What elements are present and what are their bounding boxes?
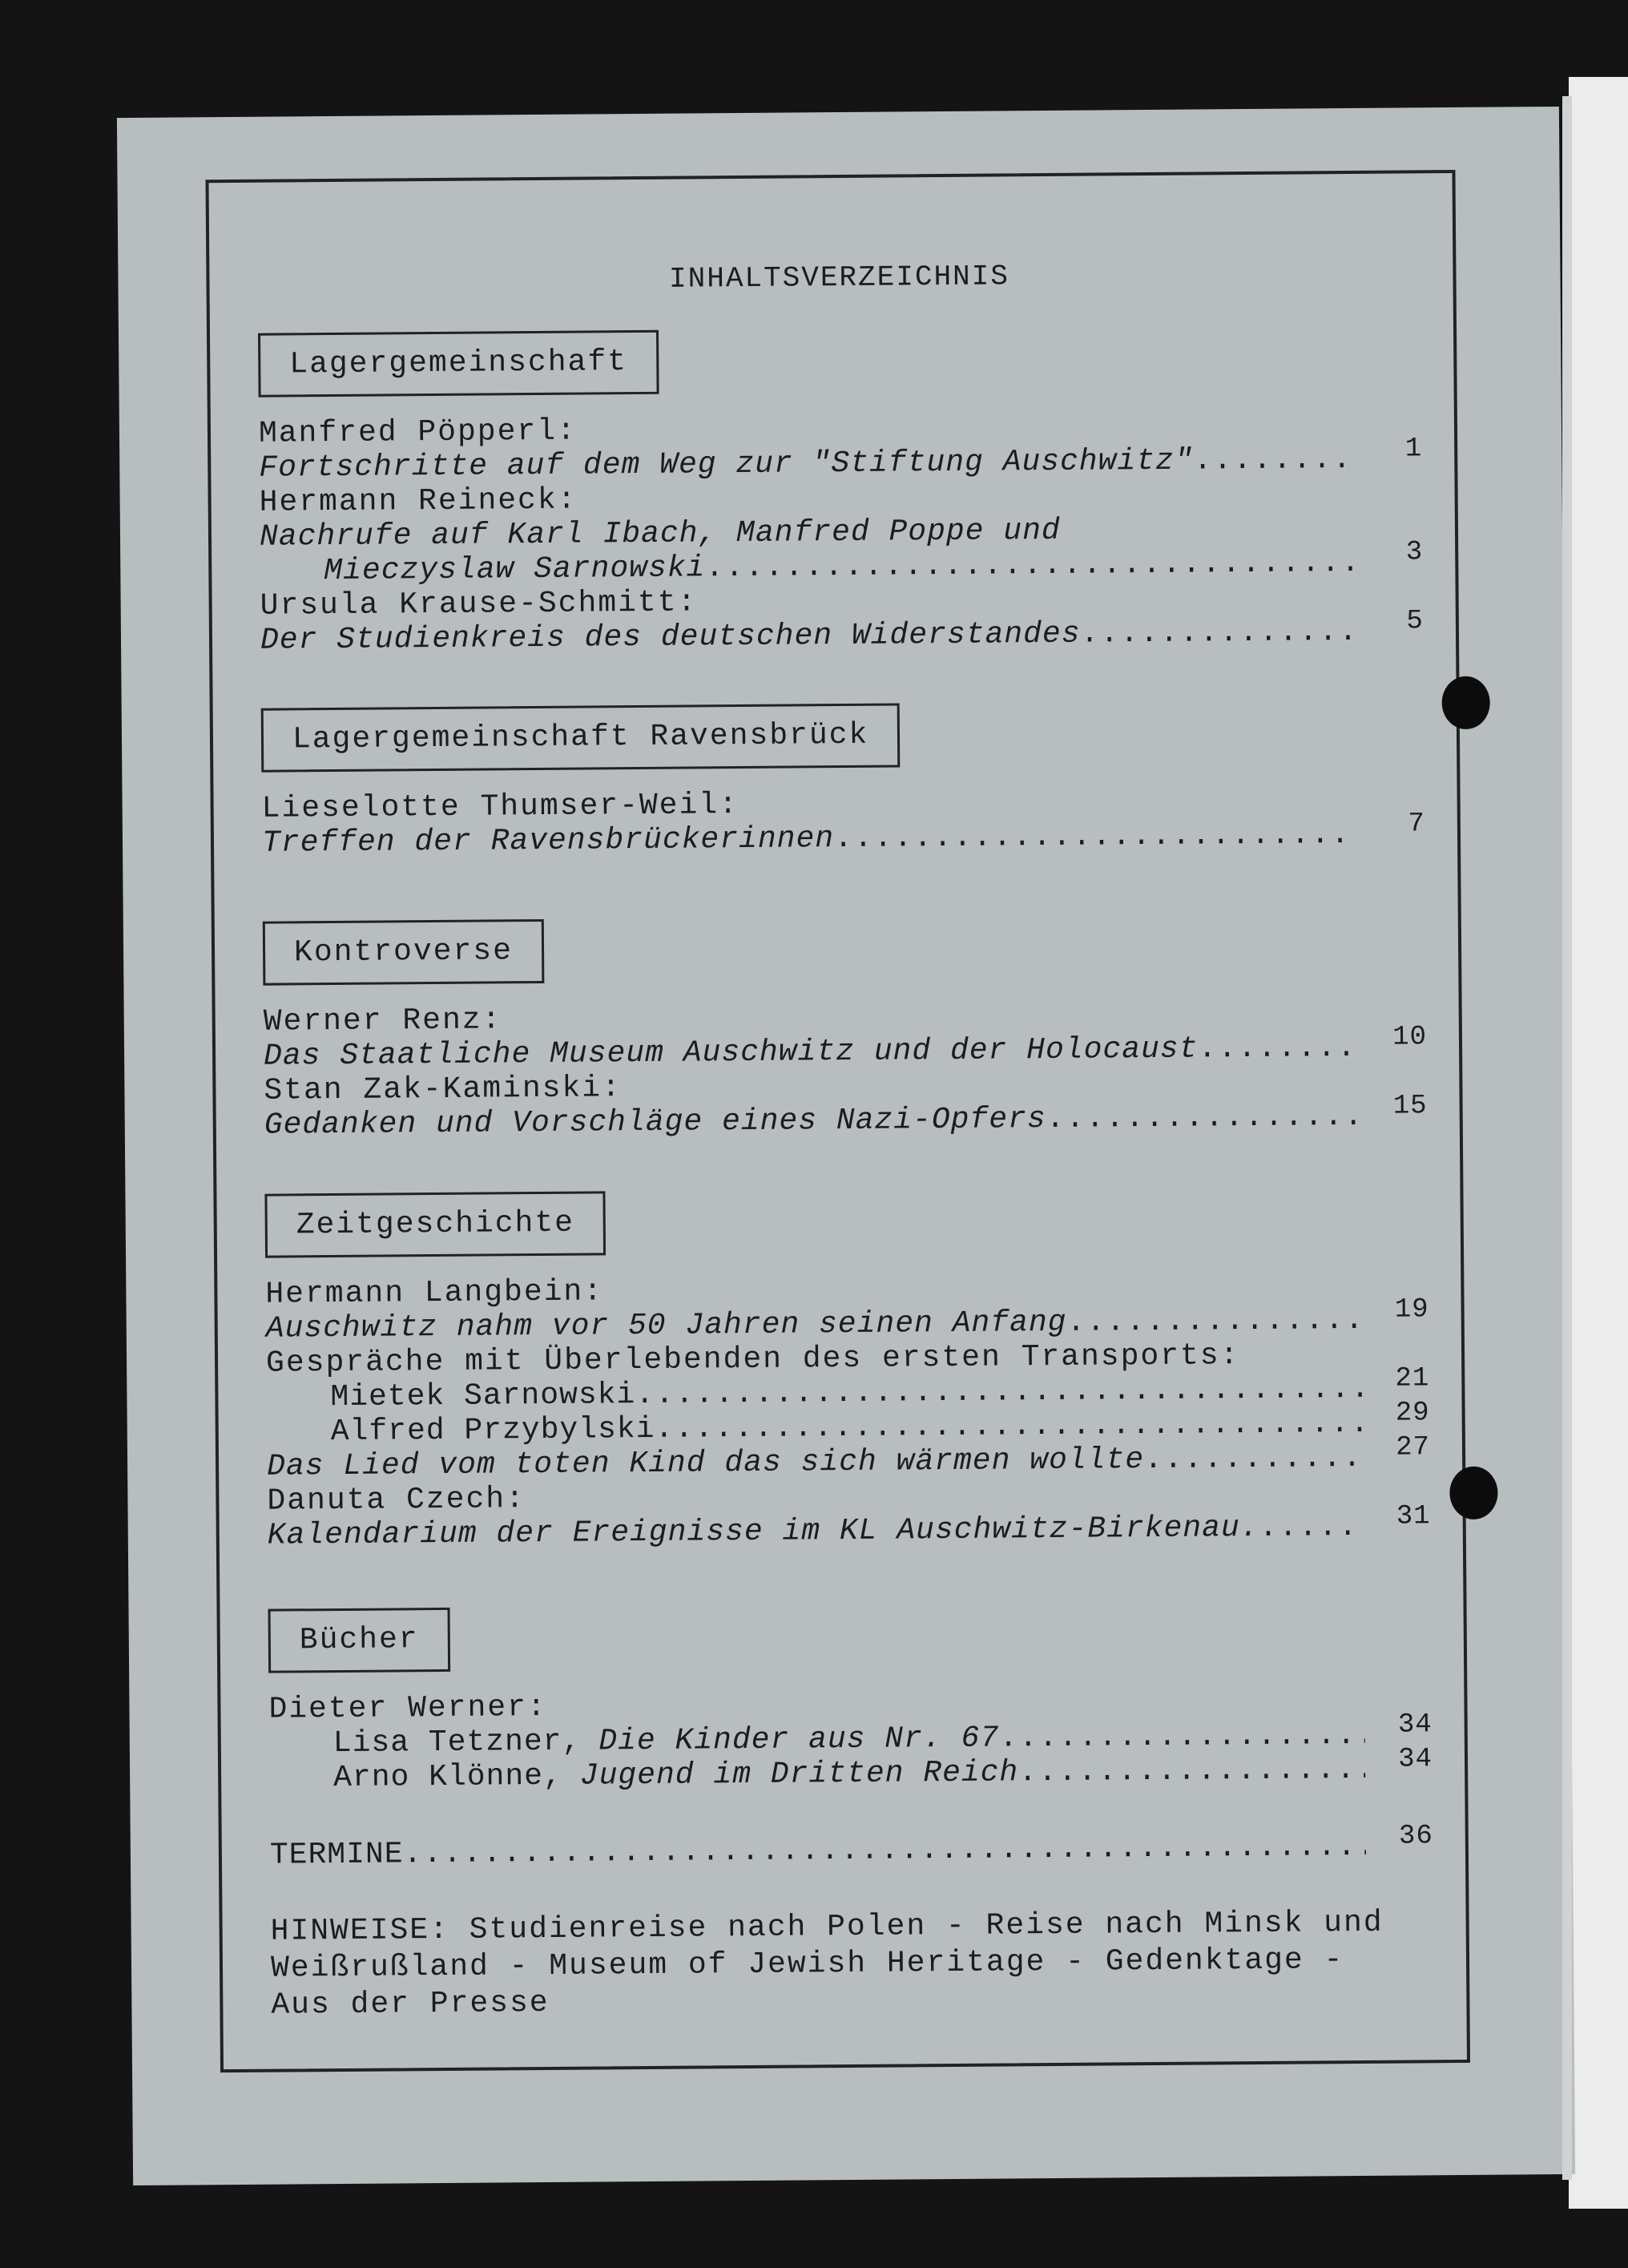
leader-dots [1066,1303,1362,1340]
entry-title: Das Lied vom toten Kind das sich wärmen wollte [266,1443,1145,1484]
toc-content [257,173,1433,2023]
section-heading: Bücher [268,1608,450,1673]
document-page [117,107,1575,2185]
entry-page: 34 [1398,1744,1433,1775]
entry-title: Jugend im Dritten Reich [579,1755,1019,1794]
entry-page: 3 [1405,537,1424,568]
section-entries [265,1268,1431,1552]
leader-dots [999,1718,1365,1756]
hinweise-line: HINWEISE: Studienreise nach Polen - Reise nach Minsk und [270,1905,1384,1949]
section-heading: Zeitgeschichte [264,1191,606,1257]
entry-title: Treffen der Ravensbrückerinnen [261,821,835,861]
entry-book-author: Arno Klönne, [333,1758,562,1796]
leader-dots [1194,442,1356,478]
section-entries [264,995,1428,1142]
page-shadow-edge [1562,96,1572,2180]
entry-title: Alfred Przybylski [330,1411,655,1450]
punch-hole [1449,1467,1498,1519]
entry-author: Hermann Reineck: [259,482,578,520]
entry-page: 29 [1395,1398,1430,1429]
entry-page: 34 [1397,1709,1433,1741]
entry-title: Kalendarium der Ereignisse im KL Auschwitz-Birkenau. [267,1510,1259,1553]
adjacent-page-edge [1569,77,1628,2209]
leader-dots [1046,1100,1360,1136]
leader-dots [655,1406,1363,1447]
leader-dots [403,1830,1366,1871]
section-entries [262,782,1426,860]
entry-title: Fortschritte auf dem Weg zur "Stiftung Auschwitz" [259,443,1194,486]
leader-dots [705,546,1356,585]
entry-title: Das Staatliche Museum Auschwitz und der Holocaust [263,1031,1199,1074]
section-heading: Lagergemeinschaft Ravensbrück [261,703,901,772]
entry-page: 7 [1408,809,1426,840]
leader-dots [834,817,1358,856]
entry-author: Manfred Pöpperl: [258,414,578,451]
leader-dots [635,1372,1362,1412]
entry-title: Mieczyslaw Sarnowski [324,551,706,589]
section-ravensbrueck [261,699,1425,860]
section-entries [259,407,1424,657]
entry-title: Der Studienkreis des deutschen Widerstandes [260,616,1081,658]
entry-author: Stan Zak-Kaminski: [264,1071,623,1108]
section-kontroverse [263,912,1428,1142]
entry-heading-line: Gespräche mit Überlebenden des ersten Transports: [265,1338,1240,1381]
entry-title: TERMINE [269,1837,404,1873]
entry-page: 5 [1406,606,1424,637]
hinweise-line: Aus der Presse [271,1985,550,2023]
entry-page: 15 [1392,1091,1428,1122]
content-frame [206,170,1471,2072]
entry-author: Werner Renz: [263,1003,502,1039]
leader-dots [1144,1441,1363,1477]
entry-author: Lieselotte Thumser-Weil: [261,788,739,826]
leader-dots [1259,1510,1364,1545]
leader-dots [1080,615,1356,652]
section-zeitgeschichte [264,1184,1430,1552]
entry-title-line: Nachrufe auf Karl Ibach, Manfred Poppe und [259,513,1061,555]
section-heading: Lagergemeinschaft [258,330,659,398]
entry-title: Auschwitz nahm vor 50 Jahren seinen Anfang [265,1305,1067,1346]
toc-entry[interactable] [269,1821,1433,1873]
entry-title: Die Kinder aus Nr. 67 [598,1721,1000,1759]
section-buecher [268,1600,1433,1795]
entry-title: Gedanken und Vorschläge eines Nazi-Opfers [264,1102,1046,1143]
punch-hole [1441,676,1490,729]
entry-book-author: Lisa Tetzner, [332,1724,582,1762]
entry-author: Ursula Krause-Schmitt: [260,585,698,623]
section-entries [268,1683,1433,1795]
leader-dots [1018,1753,1365,1790]
entry-page: 36 [1398,1821,1433,1852]
entry-page: 19 [1394,1294,1429,1326]
leader-dots [1198,1031,1360,1067]
entry-author: Hermann Langbein: [265,1274,604,1312]
hinweise-line: Weißrußland - Museum of Jewish Heritage - Gedenktage - [270,1943,1344,1986]
entry-author: Dieter Werner: [268,1689,547,1727]
entry-page: 21 [1395,1363,1430,1394]
entry-page: 27 [1396,1432,1431,1463]
section-hinweise [270,1904,1434,2024]
entry-page: 10 [1392,1022,1428,1053]
entry-author: Danuta Czech: [267,1482,526,1519]
entry-page: 31 [1396,1501,1431,1532]
entry-title: Mietek Sarnowski [330,1378,636,1415]
entry-page: 1 [1404,434,1423,465]
section-heading: Kontroverse [263,919,544,986]
section-lagergemeinschaft [258,324,1424,657]
section-termine [269,1821,1433,1873]
page-title: INHALTSVERZEICHNIS [668,260,1010,296]
